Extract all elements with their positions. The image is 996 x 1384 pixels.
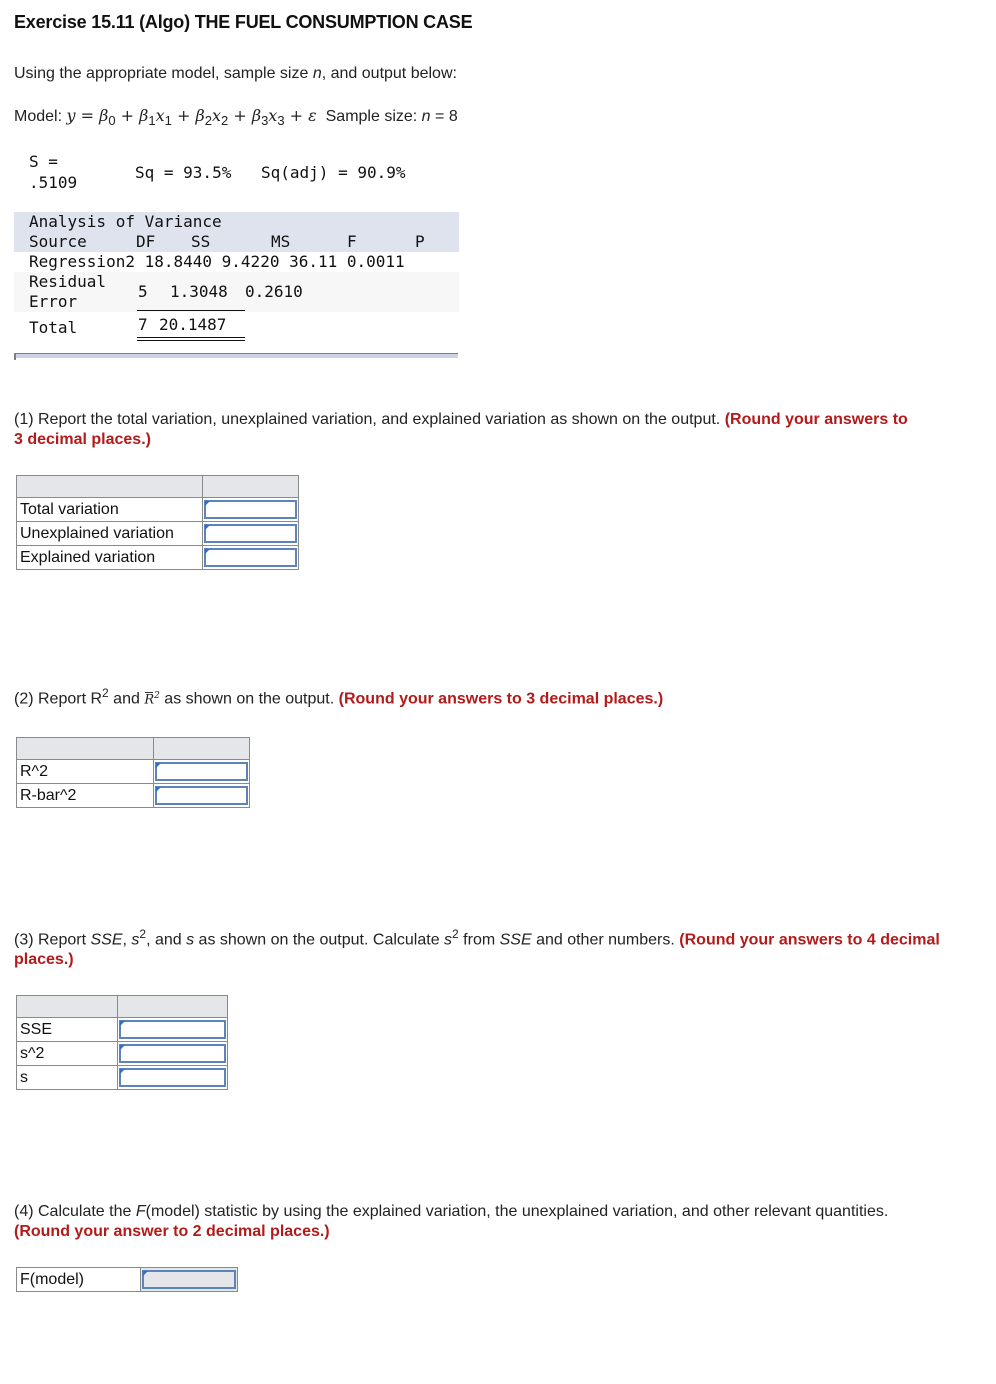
model-x2: x (211, 106, 221, 125)
q3-p2: , (122, 931, 132, 949)
q1-label-unexplained: Unexplained variation (17, 522, 203, 546)
anova-total-label: Total (29, 318, 78, 337)
model-plus2: + (171, 106, 196, 125)
q1-row-total (17, 498, 299, 522)
model-beta2: β (195, 106, 205, 125)
q3-row-s2 (17, 1042, 228, 1066)
q3-label-sse: SSE (17, 1018, 118, 1042)
q3-answer-table (16, 995, 228, 1090)
q1-cell-unexplained (203, 522, 299, 546)
q3-cell-sse (118, 1018, 228, 1042)
q3-row-s (17, 1066, 228, 1090)
anova-header-df: DF (136, 232, 156, 251)
model-xsub1: 1 (164, 113, 172, 129)
model-x3: x (268, 106, 278, 125)
anova-regression-row: Regression2 18.8440 9.4220 36.11 0.0011 (29, 252, 405, 271)
input-flag-icon (143, 1271, 148, 1276)
model-label: Model: (14, 108, 67, 125)
anova-bottom-rule (14, 353, 458, 358)
q1-box-explained (204, 548, 297, 567)
unexplained-variation-input[interactable] (206, 527, 295, 542)
q4-box-fmodel (142, 1270, 236, 1289)
model-epsilon: ε (308, 106, 317, 125)
q1-header-cell-2 (203, 476, 299, 498)
q4-instruction: (Round your answer to 2 decimal places.) (14, 1223, 330, 1240)
anova-total-rule (137, 310, 245, 311)
q2-box-rbar2 (155, 786, 248, 805)
explained-variation-input[interactable] (206, 551, 295, 566)
q4-cell-fmodel (141, 1268, 238, 1292)
q3-cell-s2 (118, 1042, 228, 1066)
total-variation-input[interactable] (206, 503, 295, 518)
q2-cell-rbar2 (154, 784, 250, 808)
input-flag-icon (156, 763, 161, 768)
q2-sup: 2 (102, 686, 109, 700)
input-flag-icon (120, 1045, 125, 1050)
r-squared-input[interactable] (157, 765, 246, 780)
anova-header-f: F (347, 232, 357, 251)
q2-box-r2 (155, 762, 248, 781)
intro-after: , and output below: (321, 65, 457, 82)
q1-cell-total (203, 498, 299, 522)
q3-instruction: (Round your answers to 4 decimal places.) (14, 931, 940, 969)
anova-error-label: Error (29, 292, 78, 311)
q3-p3: , and (146, 931, 187, 949)
model-x1: x (155, 106, 165, 125)
anova-total-ss: 20.1487 (159, 315, 227, 334)
anova-table (14, 212, 459, 358)
q4-p1: (4) Calculate the (14, 1203, 136, 1220)
model-plus4: + (284, 106, 309, 125)
q2-prefix: (2) Report R (14, 690, 103, 708)
q3-s2b: s (444, 931, 453, 949)
anova-total-df: 7 (138, 315, 148, 334)
q3-s2a: s (131, 931, 140, 949)
r-bar-squared-symbol (144, 691, 160, 707)
q3-box-s2 (119, 1044, 226, 1063)
intro-n: n (312, 65, 322, 82)
input-flag-icon (205, 501, 210, 506)
q4-prompt (14, 1202, 944, 1242)
q4-row-fmodel (17, 1268, 238, 1292)
q1-answer-table (16, 475, 299, 570)
q2-answer-table (16, 737, 250, 808)
intro-before: Using the appropriate model, sample size (14, 65, 313, 82)
q3-header-cell-1 (17, 996, 118, 1018)
q3-row-sse (17, 1018, 228, 1042)
input-flag-icon (120, 1021, 125, 1026)
q2-prompt (14, 686, 974, 708)
model-beta1: β (139, 106, 149, 125)
q3-sse2: SSE (499, 931, 532, 949)
q3-p5: from (458, 931, 500, 949)
model-sub0: 0 (108, 113, 116, 129)
model-equation (14, 106, 458, 128)
model-sub3: 3 (261, 113, 269, 129)
anova-residual-ss: 1.3048 (170, 282, 228, 301)
input-flag-icon (120, 1069, 125, 1074)
anova-residual-ms: 0.2610 (245, 282, 303, 301)
q4-label-fmodel: F(model) (17, 1268, 141, 1292)
sample-size-n: n (421, 108, 431, 125)
q1-cell-explained (203, 546, 299, 570)
s-squared-input[interactable] (121, 1047, 224, 1062)
anova-residual-df: 5 (138, 282, 148, 301)
q3-header-cell-2 (118, 996, 228, 1018)
input-flag-icon (156, 787, 161, 792)
q3-sse: SSE (90, 931, 123, 949)
anova-residual-label: Residual (29, 272, 107, 291)
q1-row-explained (17, 546, 299, 570)
sqadj-value: Sq(adj) = 90.9% (261, 163, 406, 182)
sample-size-label: Sample size: (325, 108, 422, 125)
q2-cell-r2 (154, 760, 250, 784)
model-beta0: β (99, 106, 109, 125)
q1-box-total (204, 500, 297, 519)
page-title: Exercise 15.11 (Algo) THE FUEL CONSUMPTION CASE (14, 12, 473, 32)
q1-prompt (14, 410, 914, 450)
model-sub2: 2 (204, 113, 212, 129)
r-bar-squared-input[interactable] (157, 789, 246, 804)
input-flag-icon (205, 525, 210, 530)
s-input[interactable] (121, 1071, 224, 1086)
q2-header-row (17, 738, 250, 760)
q2-label-r2: R^2 (17, 760, 154, 784)
q2-suffix: as shown on the output. (159, 690, 335, 708)
model-sub1: 1 (148, 113, 156, 129)
model-plus1: + (115, 106, 140, 125)
q3-label-s: s (17, 1066, 118, 1090)
model-xsub2: 2 (221, 113, 229, 129)
model-y: y (66, 106, 76, 125)
sq-value: Sq = 93.5% (135, 163, 232, 182)
anova-double-rule-2 (137, 340, 245, 341)
anova-double-rule-1 (137, 337, 245, 338)
q1-row-unexplained (17, 522, 299, 546)
q3-p1: (3) Report (14, 931, 91, 949)
q1-label-explained: Explained variation (17, 546, 203, 570)
input-flag-icon (205, 549, 210, 554)
q3-box-sse (119, 1020, 226, 1039)
sample-size-value: = 8 (430, 108, 458, 125)
anova-header-p: P (415, 232, 425, 251)
q2-row-r2 (17, 760, 250, 784)
q3-box-s (119, 1068, 226, 1087)
anova-header-ss: SS (191, 232, 211, 251)
q4-p2: (model) statistic by using the explained variation, the unexplained variation, and other relevant quantities. (145, 1203, 889, 1220)
q3-p4: as shown on the output. Calculate (194, 931, 445, 949)
anova-header-source: Source (29, 232, 87, 251)
q3-p6: and other numbers. (531, 931, 675, 949)
model-xsub3: 3 (277, 113, 285, 129)
model-plus3: + (228, 106, 252, 125)
q1-instruction: (Round your answers to 3 decimal places.) (14, 411, 908, 448)
q3-header-row (17, 996, 228, 1018)
q3-cell-s (118, 1066, 228, 1090)
q1-header-row (17, 476, 299, 498)
q1-prompt-text: (1) Report the total variation, unexplained variation, and explained variation as shown on the output. (14, 411, 721, 428)
q1-box-unexplained (204, 524, 297, 543)
q4-f: F (135, 1203, 146, 1220)
anova-bottom-rule-tick (14, 353, 16, 360)
q2-row-rbar2 (17, 784, 250, 808)
model-equals: = (75, 106, 100, 125)
s-label: S = (29, 152, 58, 171)
anova-title: Analysis of Variance (29, 212, 222, 231)
q3-s: s (186, 931, 195, 949)
q3-sup1: 2 (139, 927, 147, 941)
q2-instruction: (Round your answers to 3 decimal places.) (338, 690, 664, 708)
intro-text (14, 65, 457, 83)
anova-header-ms: MS (271, 232, 291, 251)
q1-header-cell-1 (17, 476, 203, 498)
q3-label-s2: s^2 (17, 1042, 118, 1066)
f-model-input[interactable] (144, 1273, 234, 1288)
q2-rbar: R (144, 692, 155, 708)
q2-header-cell-1 (17, 738, 154, 760)
model-beta3: β (251, 106, 262, 125)
q2-rbar-sup: 2 (154, 691, 160, 701)
q3-sup2: 2 (452, 927, 459, 941)
q1-label-total: Total variation (17, 498, 203, 522)
q2-header-cell-2 (154, 738, 250, 760)
q3-prompt (14, 924, 974, 970)
s-value: .5109 (29, 173, 78, 192)
q2-label-rbar2: R-bar^2 (17, 784, 154, 808)
sse-input[interactable] (121, 1023, 224, 1038)
q2-and: and (108, 690, 145, 708)
q4-answer-table (16, 1267, 238, 1292)
